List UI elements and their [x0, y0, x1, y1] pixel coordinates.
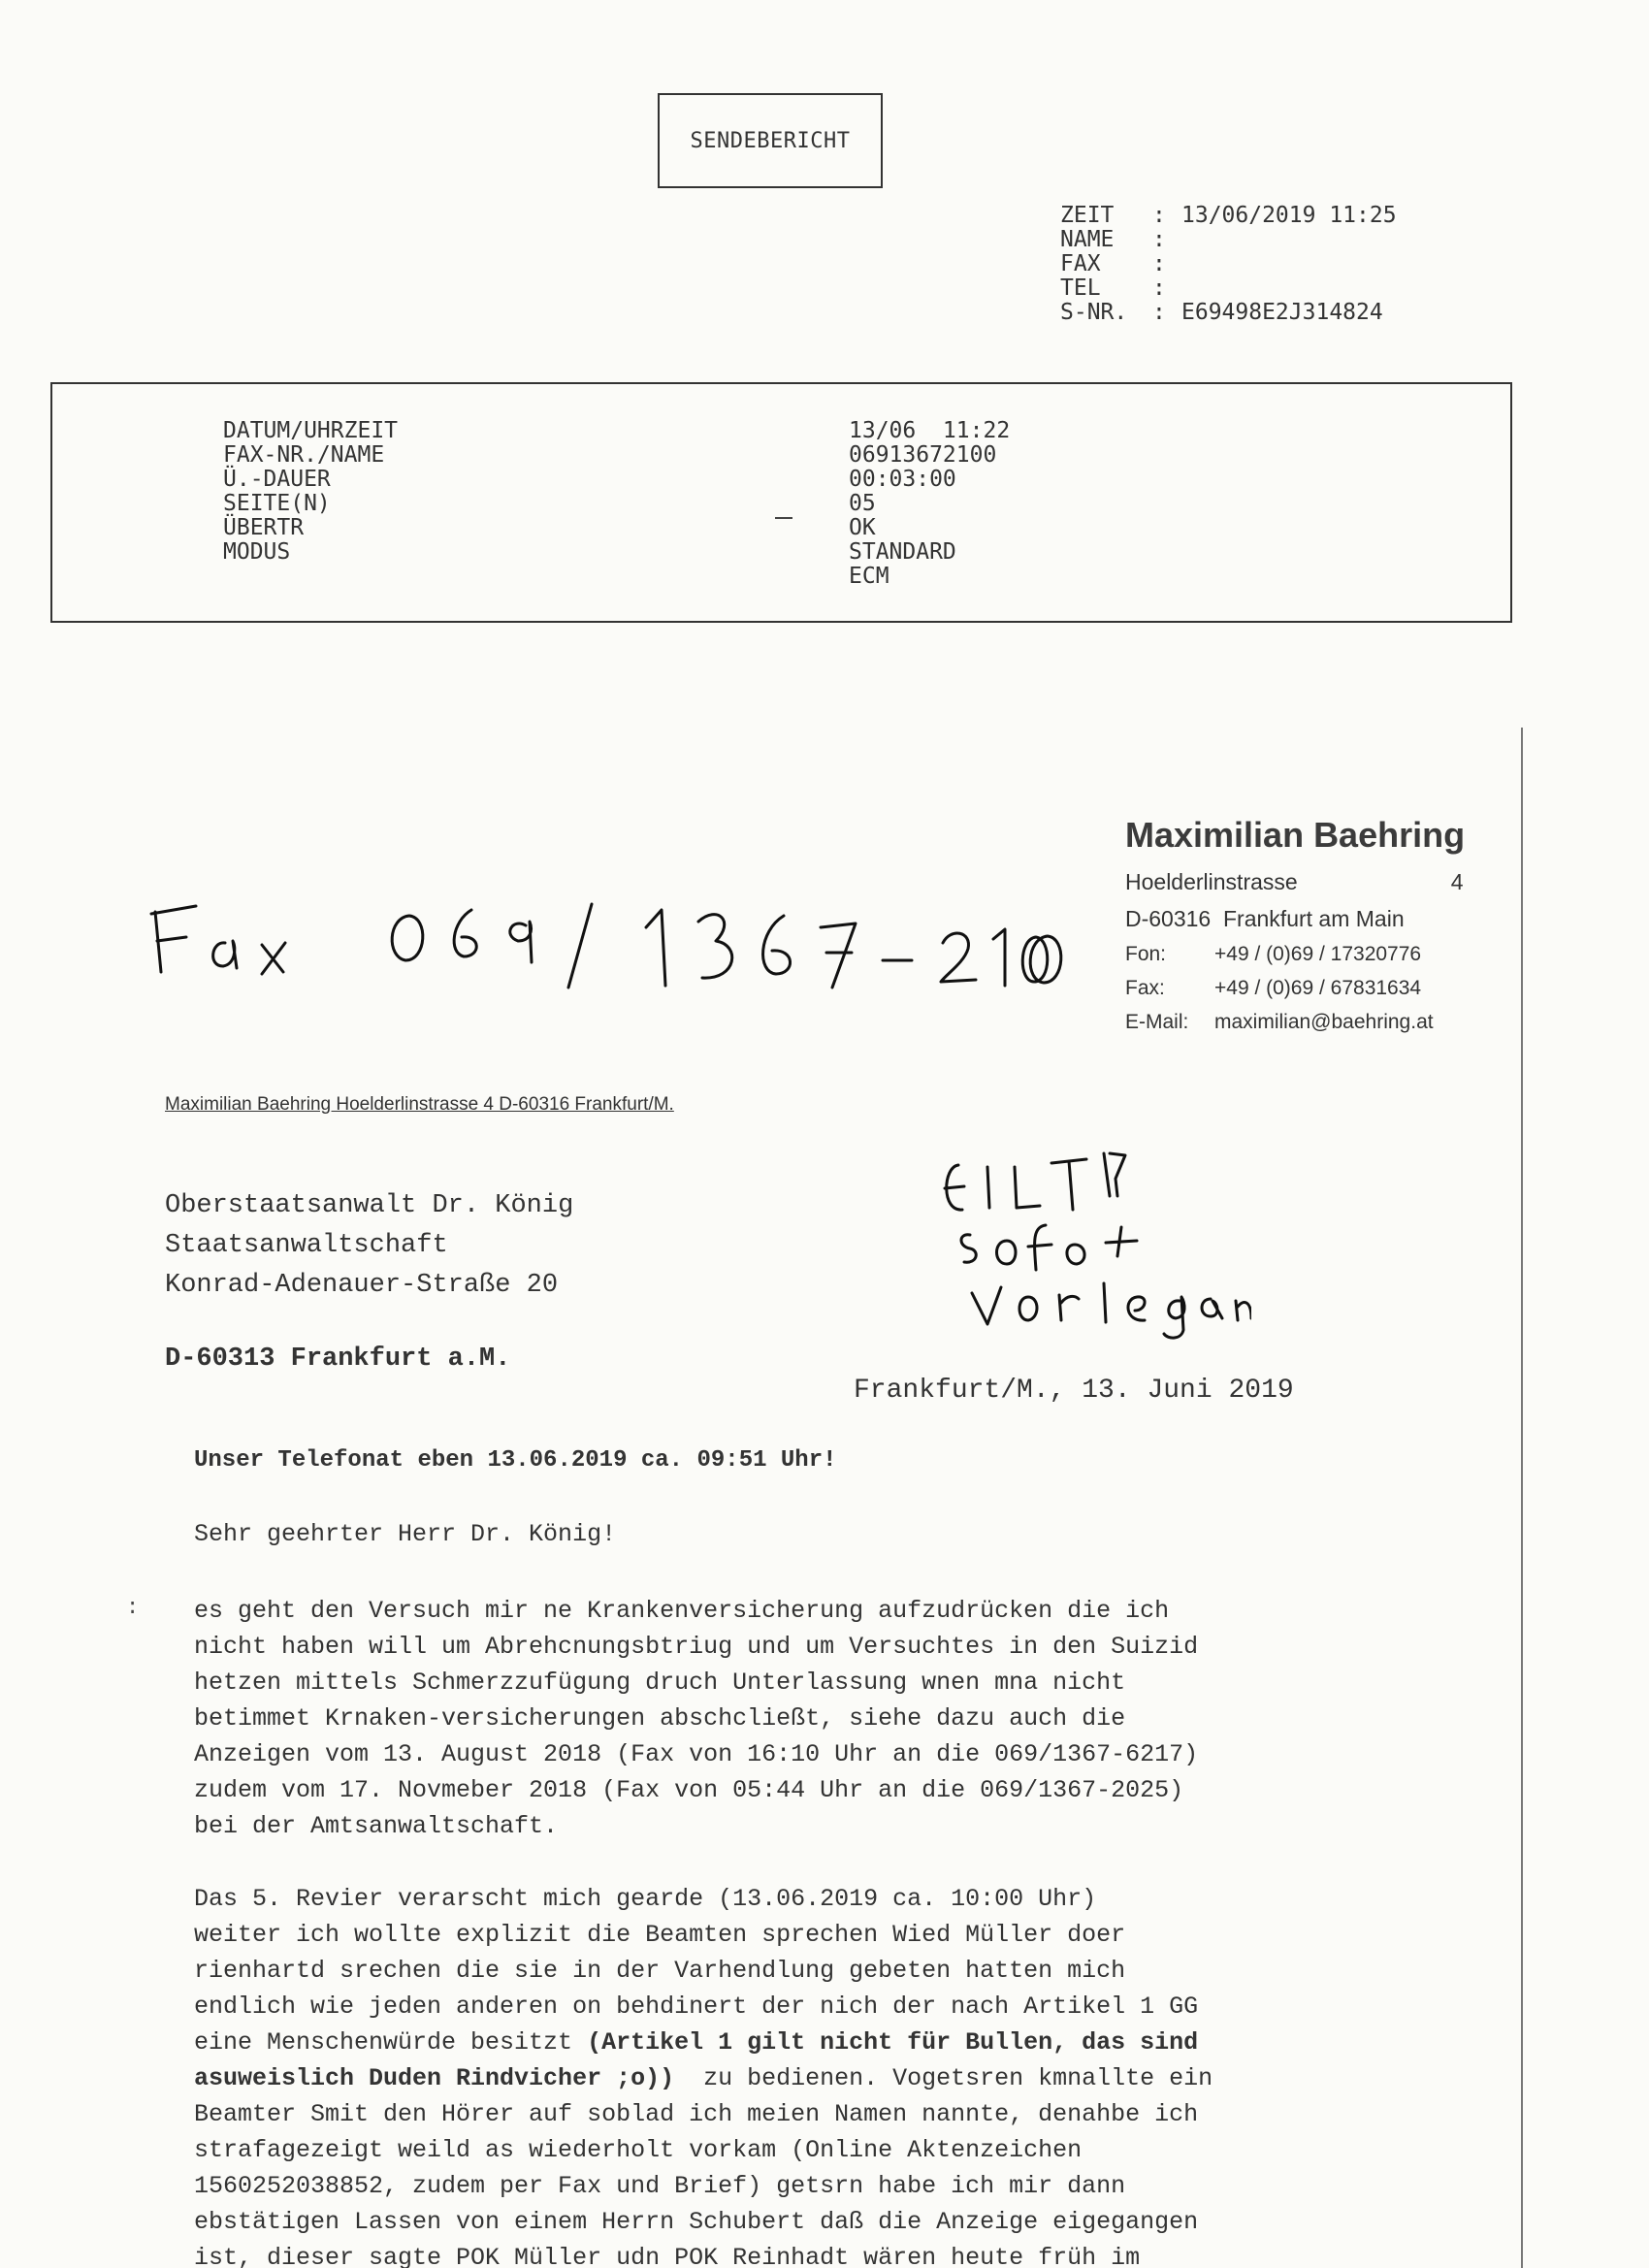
tx-value: STANDARD — [849, 539, 956, 565]
sender-info-row: ZEIT : 13/06/2019 11:25 — [1060, 203, 1397, 228]
letterhead-street — [1125, 863, 1465, 900]
page-edge-line — [1521, 728, 1523, 2268]
margin-mark: : — [126, 1596, 140, 1620]
body-text: eine Menschenwürde besitzt — [194, 2028, 588, 2057]
house-number: 4 — [1450, 869, 1464, 894]
recipient-line: Konrad-Adenauer-Straße 20 — [165, 1271, 559, 1300]
tx-value: 06913672100 — [849, 442, 997, 468]
tx-label: MODUS — [223, 539, 291, 565]
handwritten-fax-note-end — [1009, 926, 1096, 994]
body-line: ebstätigen Lassen von einem Herrn Schubert daß die Anzeige eigegangen — [194, 2208, 1199, 2236]
recipient-city: D-60313 Frankfurt a.M. — [165, 1345, 511, 1374]
letterhead-city: D-60316 Frankfurt am Main — [1125, 906, 1405, 931]
transmission-labels — [223, 419, 398, 565]
recipient-line: Oberstaatsanwalt Dr. König — [165, 1191, 574, 1220]
body-line: Das 5. Revier verarscht mich gearde (13.06.2019 ca. 10:00 Uhr) — [194, 1885, 1097, 1913]
tx-label: SEITE(N) — [223, 491, 331, 516]
sender-info-label: TEL — [1060, 275, 1101, 301]
sender-info-row: FAX : — [1060, 251, 1166, 276]
body-paragraph-1 — [194, 1593, 1198, 1844]
tx-label: DATUM/UHRZEIT — [223, 418, 399, 443]
sender-info-row: TEL : — [1060, 275, 1166, 301]
body-line: zudem vom 17. Novmeber 2018 (Fax von 05:44 Uhr an die 069/1367-2025) — [194, 1776, 1184, 1804]
contact-label: Fax: — [1125, 977, 1165, 999]
scan-mark — [775, 517, 792, 519]
tx-value: ECM — [849, 564, 889, 589]
tx-value: 13/06 11:22 — [849, 418, 1011, 443]
body-line: betimmet Krnaken-versicherungen abschcließt, siehe dazu auch die — [194, 1704, 1126, 1733]
tx-label: FAX-NR./NAME — [223, 442, 385, 468]
sender-info-label: S-NR. — [1060, 300, 1128, 325]
tx-label: Ü.-DAUER — [223, 467, 331, 492]
sender-info-value: E69498E2J314824 — [1181, 300, 1383, 325]
salutation: Sehr geehrter Herr Dr. König! — [194, 1520, 617, 1548]
report-title-text: SENDEBERICHT — [690, 128, 851, 153]
body-bold-text: asuweislich Duden Rindvicher ;o)) — [194, 2064, 675, 2092]
recipient-address — [165, 1186, 573, 1306]
body-line: weiter ich wollte explizit die Beamten sprechen Wied Müller doer — [194, 1921, 1126, 1949]
tx-value: 05 — [849, 491, 876, 516]
sender-info-label: NAME — [1060, 227, 1115, 252]
contact-label: Fon: — [1125, 943, 1167, 965]
return-address: Maximilian Baehring Hoelderlinstrasse 4 D-60316 Frankfurt/M. — [165, 1094, 674, 1115]
body-line: nicht haben will um Abrehcnungsbtriug und um Versuchtes in den Suizid — [194, 1633, 1199, 1661]
recipient-line: Staatsanwaltschaft — [165, 1231, 448, 1260]
sender-info-row: S-NR. : E69498E2J314824 — [1060, 300, 1383, 325]
tx-value: 00:03:00 — [849, 467, 956, 492]
handwritten-urgent-note — [931, 1140, 1251, 1344]
tx-label: ÜBERTR — [223, 515, 305, 540]
body-line: Anzeigen vom 13. August 2018 (Fax von 16:10 Uhr an die 069/1367-6217) — [194, 1740, 1199, 1768]
letterhead-name: Maximilian Baehring — [1125, 815, 1466, 855]
contact-value: +49 / (0)69 / 67831634 — [1214, 977, 1422, 999]
body-line: es geht den Versuch mir ne Krankenversicherung aufzudrücken die ich — [194, 1597, 1170, 1625]
body-line: strafagezeigt weild as wiederholt vorkam (Online Aktenzeichen — [194, 2136, 1083, 2164]
body-line — [194, 2025, 1212, 2060]
contact-row — [1125, 971, 1465, 1005]
body-line: ist, dieser sagte POK Müller udn POK Reinhadt wären heute früh im — [194, 2244, 1141, 2268]
contact-row — [1125, 1005, 1465, 1039]
body-line — [194, 2060, 1212, 2096]
report-title — [658, 93, 883, 188]
sender-info-row: NAME : — [1060, 227, 1166, 252]
letterhead — [1125, 815, 1465, 1039]
body-line: hetzen mittels Schmerzzufügung druch Unterlassung wnen mna nicht — [194, 1669, 1126, 1697]
sender-info — [1060, 204, 1397, 325]
body-line: 1560252038852, zudem per Fax und Brief) getsrn habe ich mir dann — [194, 2172, 1126, 2200]
sender-info-label: FAX — [1060, 251, 1101, 276]
body-line: bei der Amtsanwaltschaft. — [194, 1812, 559, 1840]
body-bold-text: (Artikel 1 gilt nicht für Bullen, das sind — [587, 2028, 1199, 2057]
body-text: zu bedienen. Vogetsren kmnallte ein — [674, 2064, 1213, 2092]
body-line: Beamter Smit den Hörer auf soblad ich meien Namen nannte, denahbe ich — [194, 2100, 1199, 2128]
contact-value: +49 / (0)69 / 17320776 — [1214, 943, 1422, 965]
body-line: endlich wie jeden anderen on behdinert der nich der nach Artikel 1 GG — [194, 1993, 1199, 2021]
transmission-values — [849, 419, 1010, 589]
street-name: Hoelderlinstrasse — [1125, 869, 1298, 894]
handwritten-fax-note — [136, 892, 1067, 1009]
contact-row — [1125, 937, 1465, 971]
tx-value: OK — [849, 515, 876, 540]
body-paragraph-2 — [194, 1881, 1212, 2268]
letter-subject: Unser Telefonat eben 13.06.2019 ca. 09:51 Uhr! — [194, 1447, 837, 1474]
letter-date: Frankfurt/M., 13. Juni 2019 — [854, 1376, 1294, 1406]
transmission-details — [50, 382, 1512, 623]
sender-info-label: ZEIT — [1060, 203, 1115, 228]
body-line: rienhartd srechen die sie in der Varhendlung gebeten hatten mich — [194, 1957, 1126, 1985]
contact-label: E-Mail: — [1125, 1011, 1189, 1033]
sender-info-value: 13/06/2019 11:25 — [1181, 203, 1397, 228]
contact-value: maximilian@baehring.at — [1214, 1011, 1434, 1033]
